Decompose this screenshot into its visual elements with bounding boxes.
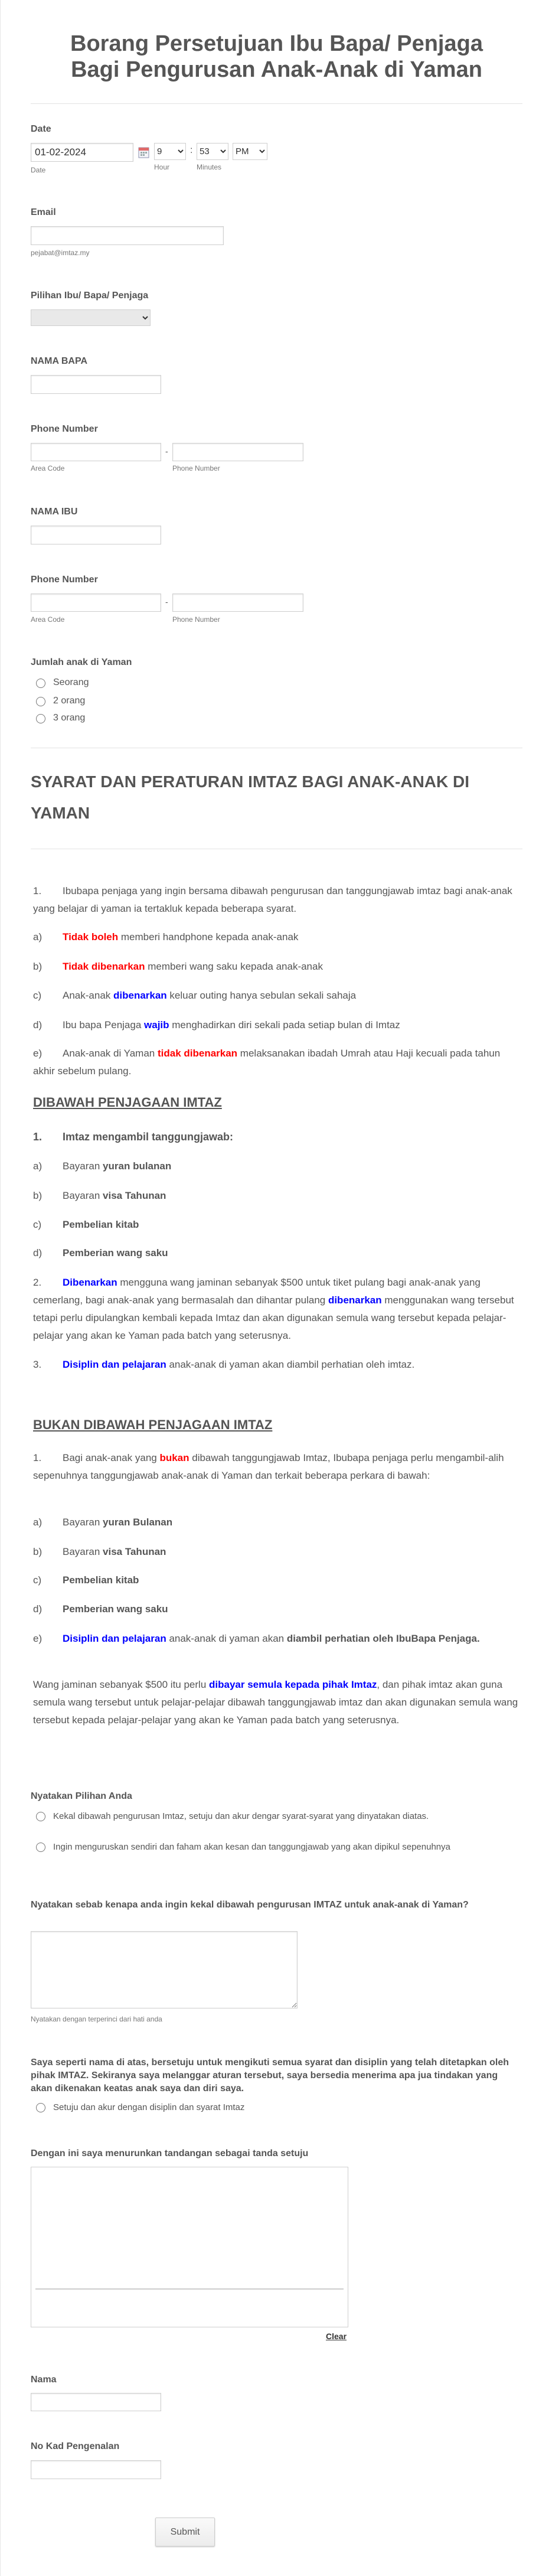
option-label: Seorang [53,677,89,687]
list-marker: b) [33,1546,43,1557]
text-segment: Anak-anak di Yaman [63,1048,158,1059]
time-colon: : [190,145,193,155]
rich-text [33,1048,500,1077]
text-segment: Bayaran [63,1190,103,1201]
text-segment: , dan pihak imtaz akan guna semula wang tersebut untuk pelajar-pelajar dibawah tanggungjawab imtaz dan akan digunakan semula wang tersebut kepada pelajar-pelajar yang akan ke Yaman pada batch yang seterusnya. [33,1679,518,1726]
text-segment: mengguna wang jaminan sebanyak $500 untuk tiket pulang bagi anak-anak yang cemerlang, bagi anak-anak yang bermasalah dan dihantar pulang [33,1277,481,1306]
text-segment: melaksanakan ibadah Umrah atau Haji kecuali pada tahun akhir sebelum pulang. [33,1048,501,1077]
rich-text [63,1219,139,1230]
guardian-choice-label: Pilihan Ibu/ Bapa/ Penjaga [31,291,149,301]
emphasis-bold: visa Tahunan [103,1190,166,1201]
area-code-sublabel: Area Code [31,615,65,624]
text-segment: Ibu bapa Penjaga [63,1019,145,1031]
list-marker: 3. [33,1359,42,1370]
list-item [33,1571,522,1589]
ic-input[interactable] [31,2460,161,2479]
radio-icon[interactable] [36,1812,45,1821]
submit-button[interactable]: Submit [155,2518,215,2546]
list-marker: e) [33,1633,43,1644]
list-marker: a) [33,1160,43,1172]
radio-icon[interactable] [36,679,45,688]
text-segment: Bagi anak-anak yang [63,1452,160,1463]
hour-select[interactable] [154,143,186,160]
text-segment: Bayaran [63,1517,103,1528]
text-segment: memberi wang saku kepada anak-anak [145,961,323,972]
deposit-note [33,1676,522,1729]
rich-text [63,1574,139,1586]
emphasis-blue: dibenarkan [328,1294,382,1306]
phone-dash: - [165,446,168,456]
rich-text [33,1452,504,1481]
phone-number-sublabel: Phone Number [172,464,220,472]
name-input[interactable] [31,2393,161,2411]
option-label: 3 orang [53,713,86,723]
list-item [33,1630,522,1648]
ic-label: No Kad Pengenalan [31,2441,120,2451]
ampm-select[interactable] [233,143,267,160]
emphasis-bold: visa Tahunan [103,1546,166,1557]
rule-item [33,958,522,976]
title-line-2: Bagi Pengurusan Anak-Anak di Yaman [71,57,482,82]
father-name-label: NAMA BAPA [31,356,87,366]
rich-text [63,1160,171,1172]
list-item [33,1187,522,1205]
text-segment: Ibubapa penjaga yang ingin bersama dibawah pengurusan dan tanggungjawab imtaz bagi anak-anak yang belajar di yaman ia tertakluk kepada beberapa syarat. [33,885,512,914]
children-count-label: Jumlah anak di Yaman [31,657,132,667]
list-marker: b) [33,961,43,972]
emphasis-blue: Disiplin dan pelajaran [63,1359,166,1370]
children-option-seorang[interactable] [36,677,89,689]
father-name-input[interactable] [31,375,161,394]
rich-text [33,1679,518,1726]
list-item [33,1600,522,1618]
text-segment: memberi handphone kepada anak-anak [118,931,299,943]
form-title [31,31,522,83]
emphasis-red: Tidak dibenarkan [63,961,145,972]
children-option-3[interactable] [36,712,85,724]
list-item [33,1157,522,1175]
list-item [33,1244,522,1262]
mother-phone-number-input[interactable] [172,594,303,612]
name-label: Nama [31,2375,57,2385]
email-input[interactable] [31,226,224,245]
radio-icon[interactable] [36,1843,45,1852]
emphasis-bold: Pembelian kitab [63,1574,139,1586]
text-segment: Bayaran [63,1546,103,1557]
list-item [33,1543,522,1561]
rich-text [63,931,298,943]
choice-option-sendiri[interactable] [36,1841,485,1853]
email-label: Email [31,207,56,217]
minutes-select[interactable] [197,143,228,160]
text-segment: Anak-anak [63,990,113,1001]
emphasis-bold: diambil perhatian oleh IbuBapa Penjaga. [286,1633,480,1644]
emphasis-bold: Pemberian wang saku [63,1603,168,1615]
list-marker: d) [33,1019,43,1031]
rich-text [63,1190,166,1201]
rich-text [63,961,323,972]
emphasis-bold: Imtaz mengambil tanggungjawab: [63,1131,234,1143]
date-label: Date [31,124,51,134]
mother-area-code-input[interactable] [31,594,161,612]
divider [31,103,522,104]
rich-text [63,1359,414,1370]
emphasis-red: tidak dibenarkan [157,1048,238,1059]
list-marker: b) [33,1190,43,1201]
under-imtaz-subheading [33,1128,522,1146]
emphasis-red: bukan [159,1452,189,1463]
minutes-sublabel: Minutes [197,163,222,171]
under-point-2 [33,1274,522,1345]
text-segment: menghadirkan diri sekali pada setiap bulan di Imtaz [169,1019,400,1031]
rich-text [63,1603,168,1615]
list-marker: e) [33,1048,43,1059]
rich-text [33,885,512,914]
list-marker: 1. [33,885,42,896]
terms-intro [33,882,522,918]
phone-dash: - [165,597,168,606]
list-marker: a) [33,931,43,943]
emphasis-bold: yuran Bulanan [103,1517,173,1528]
list-marker: a) [33,1517,43,1528]
list-marker: 1. [33,1452,42,1463]
mother-name-input[interactable] [31,526,161,544]
text-segment: Wang jaminan sebanyak $500 itu perlu [33,1679,209,1690]
rule-item [33,1045,522,1080]
terms-heading: SYARAT DAN PERATURAN IMTAZ BAGI ANAK-ANAK DI YAMAN [31,772,470,822]
emphasis-blue: Dibenarkan [63,1277,117,1288]
title-line-1: Borang Persetujuan Ibu Bapa/ Penjaga [70,31,483,56]
rich-text [63,990,356,1001]
list-item [33,1216,522,1234]
rule-item [33,928,522,946]
list-marker: 1. [33,1131,43,1143]
emphasis-bold: Pembelian kitab [63,1219,139,1230]
text-segment: keluar outing hanya sebulan sekali sahaja [166,990,357,1001]
rich-text [33,1277,514,1341]
emphasis-blue: dibenarkan [113,990,167,1001]
under-point-3 [33,1356,522,1374]
not-under-imtaz-heading: BUKAN DIBAWAH PENJAGAAN IMTAZ [33,1417,273,1432]
reason-sublabel: Nyatakan dengan terperinci dari hati anda [31,2015,162,2023]
rich-text [63,1517,172,1528]
list-marker: d) [33,1247,43,1258]
children-option-2[interactable] [36,695,85,707]
rich-text [63,1019,400,1031]
emphasis-blue: Disiplin dan pelajaran [63,1633,166,1644]
option-label: Setuju dan akur dengan disiplin dan syarat Imtaz [53,2102,245,2112]
list-marker: c) [33,1219,42,1230]
emphasis-bold: Pemberian wang saku [63,1247,168,1258]
text-segment: anak-anak di yaman akan [166,1633,287,1644]
option-label: Kekal dibawah pengurusan Imtaz, setuju dan akur dengar syarat-syarat yang dinyatakan diatas. [53,1811,429,1821]
rich-text [63,1131,233,1143]
reason-label: Nyatakan sebab kenapa anda ingin kekal dibawah pengurusan IMTAZ untuk anak-anak di Yaman? [31,1900,469,1910]
option-label: Ingin menguruskan sendiri dan faham akan kesan dan tanggungjawab yang akan dipikul sepenuhnya [53,1842,450,1852]
signature-baseline [35,2288,344,2290]
choice-label: Nyatakan Pilihan Anda [31,1791,132,1801]
text-segment: anak-anak di yaman akan diambil perhatian oleh imtaz. [166,1359,415,1370]
email-sublabel: pejabat@imtaz.my [31,249,90,257]
reason-textarea[interactable] [31,1931,298,2008]
signature-label: Dengan ini saya menurunkan tandangan sebagai tanda setuju [31,2148,309,2158]
rich-text [63,1546,166,1557]
list-item [33,1514,522,1531]
father-phone-label: Phone Number [31,424,98,434]
text-segment: menggunakan wang tersebut tetapi perlu dipulangkan kembali kepada Imtaz dan akan digunakan semula wang tersebut kepada pelajar-pelajar yang akan ke Yaman pada batch yang seterusnya. [33,1294,514,1341]
not-under-point-1 [33,1449,522,1485]
calendar-icon[interactable] [138,146,149,158]
list-marker: 2. [33,1277,42,1288]
emphasis-bold: yuran bulanan [103,1160,172,1172]
clear-signature-link[interactable]: Clear [326,2332,347,2341]
list-marker: d) [33,1603,43,1615]
rich-text [63,1247,168,1258]
mother-phone-label: Phone Number [31,575,98,585]
emphasis-red: Tidak boleh [63,931,119,943]
father-area-code-input[interactable] [31,443,161,461]
phone-number-sublabel: Phone Number [172,615,220,624]
list-marker: c) [33,990,42,1001]
choice-option-kekal[interactable] [36,1810,485,1822]
hour-sublabel: Hour [154,163,170,171]
date-sublabel: Date [31,166,46,174]
guardian-choice-select[interactable] [31,309,151,326]
father-phone-number-input[interactable] [172,443,303,461]
area-code-sublabel: Area Code [31,464,65,472]
date-input[interactable] [31,143,133,162]
agreement-option[interactable] [36,2101,485,2114]
option-label: 2 orang [53,696,86,706]
signature-pad[interactable] [31,2167,348,2327]
under-imtaz-heading: DIBAWAH PENJAGAAN IMTAZ [33,1095,222,1110]
list-marker: c) [33,1574,42,1586]
radio-icon[interactable] [36,697,45,706]
text-segment: dibawah tanggungjawab Imtaz, Ibubapa penjaga perlu mengambil-alih sepenuhnya tanggungjawab anak-anak di Yaman dan terkait beberapa perkara di bawah: [33,1452,504,1481]
rule-item [33,1016,522,1034]
emphasis-blue: dibayar semula kepada pihak Imtaz [209,1679,377,1690]
radio-icon[interactable] [36,2103,45,2112]
agreement-label: Saya seperti nama di atas, bersetuju untuk mengikuti semua syarat dan disiplin yang telah ditetapkan oleh pihak IMTAZ. Sekiranya saya melanggar aturan tersebut, saya bersedia menerima apa jua tindakan yang akan dikenakan keatas anak saya dan diri saya. [31,2057,509,2094]
rule-item [33,987,522,1005]
text-segment: Bayaran [63,1160,103,1172]
emphasis-blue: wajib [144,1019,169,1031]
mother-name-label: NAMA IBU [31,507,78,517]
rich-text [63,1633,480,1644]
radio-icon[interactable] [36,714,45,723]
